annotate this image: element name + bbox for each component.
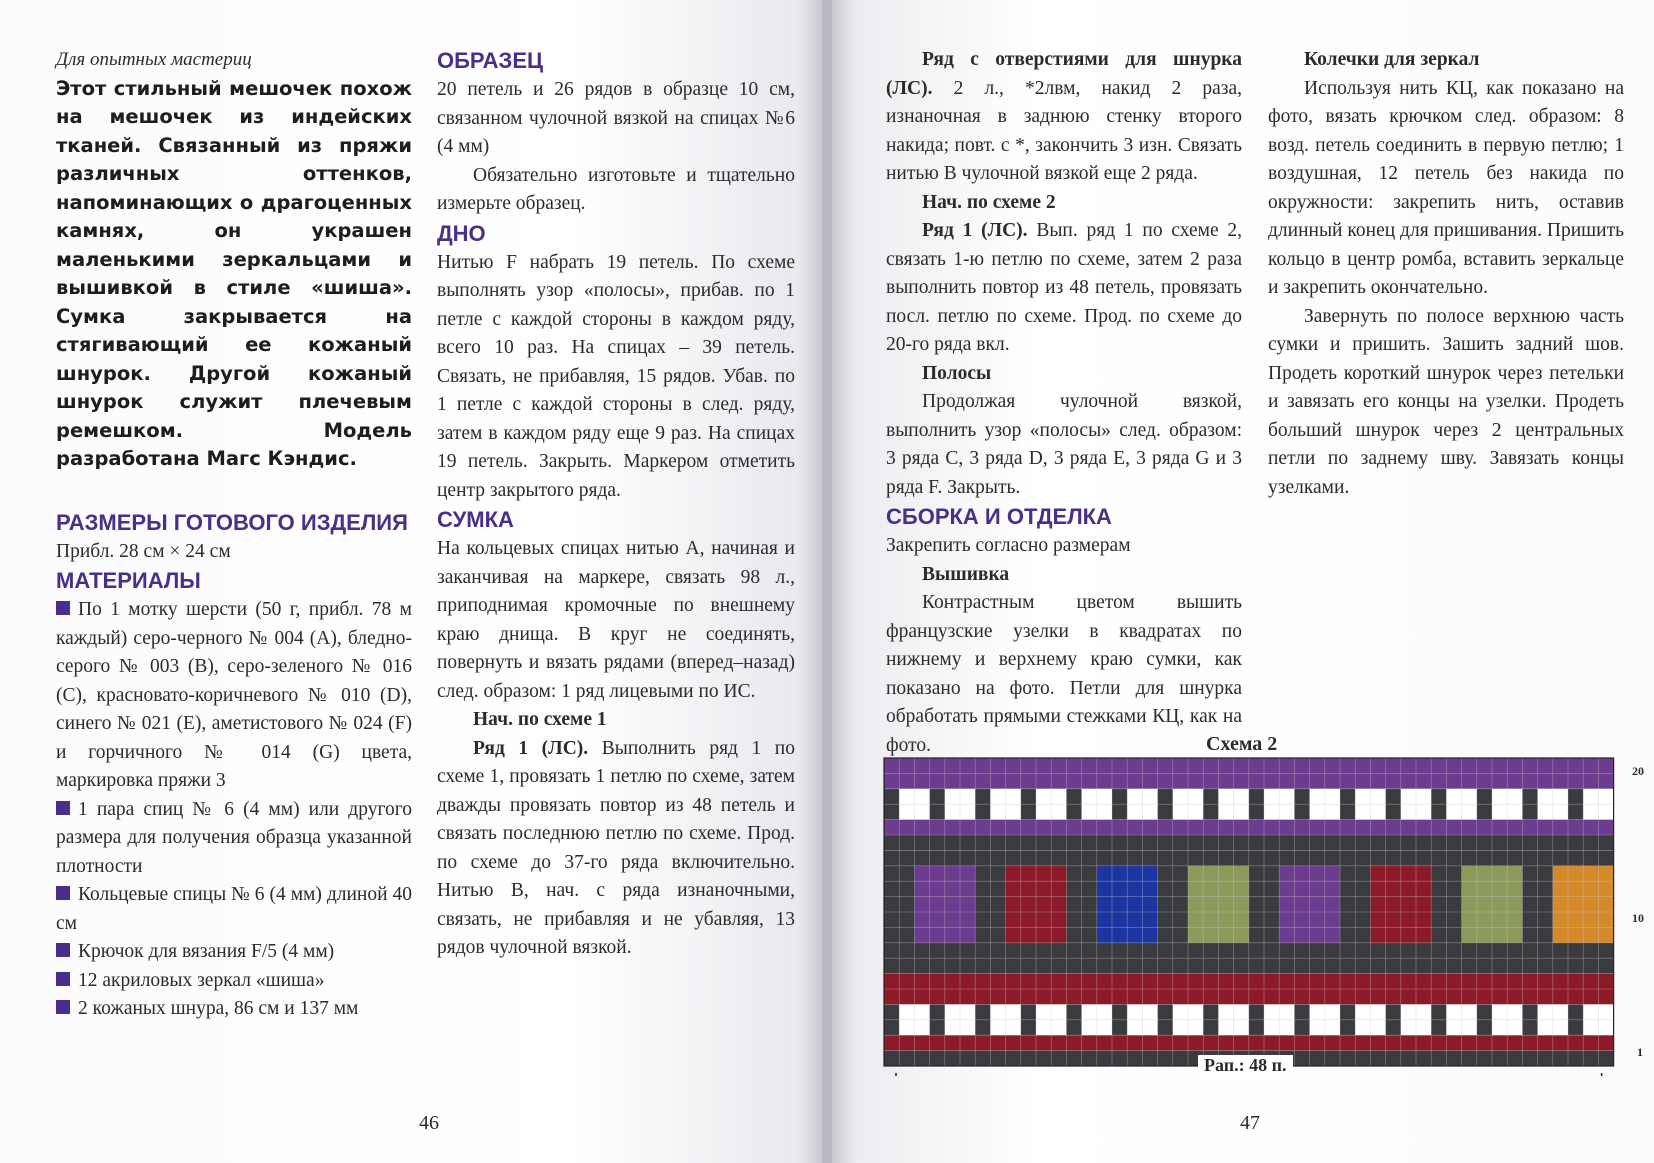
left-column-2 — [437, 46, 795, 963]
row-label-1: 1 — [1637, 1045, 1643, 1059]
sample-heading: ОБРАЗЕЦ — [437, 48, 544, 73]
stripes-text: Продолжая чулочной вязкой, выполнить узор «полосы» след. образом: 3 ряда С, 3 ряда D, 3 ряда Е, 3 ряда G и 3 ряда F. Закрыть. — [886, 391, 1242, 498]
materials-item-3: Крючок для вязания F/5 (4 мм) — [56, 938, 412, 967]
sample-text-1: 20 петель и 26 рядов в образце 10 см, связанном чулочной вязкой на спицах №6 (4 мм) — [437, 79, 795, 157]
bullet-icon — [56, 886, 70, 900]
rings-text: Используя нить КЦ, как показано на фото, вязать крючком след. образом: 8 возд. петель соединить в первую петлю; 1 воздушная, 12 петель без накида по окружности: закрепить нить, оставив длинный конец для пришивания. Пришить кольцо в центр ромба, вставить зеркальце и закрепить окончательно. — [1268, 77, 1624, 298]
bullet-icon — [56, 1000, 70, 1014]
sample-text-2: Обязательно изготовьте и тщательно измерьте образец. — [437, 164, 795, 214]
embroidery-text: Контрастным цветом вышить французские узелки в квадратах по нижнему и верхнему краю сумки, как показано на фото. Петли для шнурка обработать прямыми стежками КЦ, как на фото. — [886, 592, 1242, 756]
final-text: Завернуть по полосе верхнюю часть сумки и пришить. Зашить задний шов. Продеть короткий шнурок через петельки и завязать его концы на узелки. Продеть больший шнурок через 2 центральных петли по заднему шву. Завязать концы узелками. — [1268, 305, 1624, 498]
rings-subheading: Колечки для зеркал — [1304, 49, 1480, 70]
page-number-right: 47 — [1240, 1112, 1260, 1134]
materials-item-2: Кольцевые спицы № 6 (4 мм) длиной 40 см — [56, 884, 412, 934]
materials-item-1: 1 пара спиц № 6 (4 мм) или другого размера для получения образца указанной плотности — [56, 798, 412, 877]
right-column-1 — [886, 46, 1242, 760]
bottom-text: Нитью F набрать 19 петель. По схеме выполнять узор «полосы», прибав. по 1 петле с каждой стороны в каждом ряду, всего 10 раз. На спицах – 39 петель. Связать, не прибавляя, 15 рядов. Убав. по 1 петле с каждой стороны в след. ряду, затем в каждом ряду еще 9 раз. На спицах 19 петель. Закрыть. Маркером отметить центр закрытого ряда. — [437, 251, 795, 501]
embroidery-subheading: Вышивка — [922, 563, 1010, 585]
materials-item-4: 12 акриловых зеркал «шиша» — [56, 967, 412, 996]
running-head: Для опытных мастериц — [56, 49, 252, 70]
size-text: Прибл. 28 см × 24 см — [56, 540, 231, 562]
left-column-1 — [56, 46, 412, 1024]
bullet-icon — [56, 601, 70, 615]
bag-text: На кольцевых спицах нитью А, начиная и заканчивая на маркере, связать 98 л., приподнимая кромочные по внешнему краю днища. В круг не соединять, повернуть и вязать рядами (вперед–назад) след. образом: 1 ряд лицевыми по ИС. — [437, 538, 795, 702]
stripes-subheading: Полосы — [922, 362, 992, 384]
bag-scheme-subheading: Нач. по схеме 1 — [473, 709, 607, 730]
bottom-heading: ДНО — [437, 220, 486, 246]
row-label-10: 10 — [1632, 911, 1644, 925]
book-gutter — [822, 0, 832, 1163]
page-number-left: 46 — [419, 1112, 439, 1134]
repeat-label: Рап.: 48 п. — [1198, 1055, 1293, 1076]
assembly-heading: СБОРКА И ОТДЕЛКА — [886, 504, 1112, 529]
assembly-text: Закрепить согласно размерам — [886, 535, 1131, 556]
bullet-icon — [56, 972, 70, 986]
knitting-chart — [882, 756, 1622, 1076]
row-label-20: 20 — [1632, 764, 1644, 778]
bullet-icon — [56, 801, 70, 815]
materials-heading: МАТЕРИАЛЫ — [56, 568, 201, 593]
bag-row-1-text: Ряд 1 (ЛС). Выполнить ряд 1 по схеме 1, провязать 1 петлю по схеме, затем дважды провязать повтор из 48 петель и связать последнюю петлю по схеме. Прод. по схеме до 37-го ряда включительно. Нитью В, нач. с ряда изнаночными, связать, не прибавляя и не убавляя, 13 рядов чулочной вязкой. — [437, 737, 795, 958]
intro-lead: Этот стильный мешочек похож на мешочек из индейских тканей. Связанный из пряжи различных оттенков, напоминающих о драгоценных камнях, он украшен маленькими зеркальцами и вышивкой в стиле «шиша». Сумка закрывается на стягивающий ее кожаный шнурок. Другой кожаный шнурок служит плечевым ремешком. Модель разработана Магс Кэндис. — [56, 76, 412, 470]
materials-item-0: По 1 мотку шерсти (50 г, прибл. 78 м каждый) серо-черного № 004 (А), бледно-серого № 003 (В), серо-зеленого № 016 (С), красновато-коричневого № 010 (D), синего № 021 (Е), аметистового № 024 (F) и горчичного № 014 (G) цвета, маркировка пряжи 3 — [56, 599, 412, 791]
bag-heading: СУМКА — [437, 507, 514, 532]
materials-item-5: 2 кожаных шнура, 86 см и 137 мм — [56, 995, 412, 1024]
size-heading: РАЗМЕРЫ ГОТОВОГО ИЗДЕЛИЯ — [56, 509, 408, 535]
chart-title: Схема 2 — [1206, 733, 1278, 755]
scheme2-subheading: Нач. по схеме 2 — [922, 191, 1056, 213]
scheme2-row-1-text: Ряд 1 (ЛС). Вып. ряд 1 по схеме 2, связать 1-ю петлю по схеме, затем 2 раза выполнить повтор из 48 петель, провязать посл. петлю по схеме. Прод. по схеме до 20-го ряда вкл. — [886, 220, 1243, 355]
bullet-icon — [56, 943, 70, 957]
holes-row-text: Ряд с отверстиями для шнурка (ЛС). 2 л., *2лвм, накид 2 раза, изнаночная в заднюю стенку второго накида; повт. с *, закончить 3 изн. Связать нитью В чулочной вязкой еще 2 ряда. — [886, 49, 1242, 184]
right-column-2 — [1268, 46, 1624, 502]
